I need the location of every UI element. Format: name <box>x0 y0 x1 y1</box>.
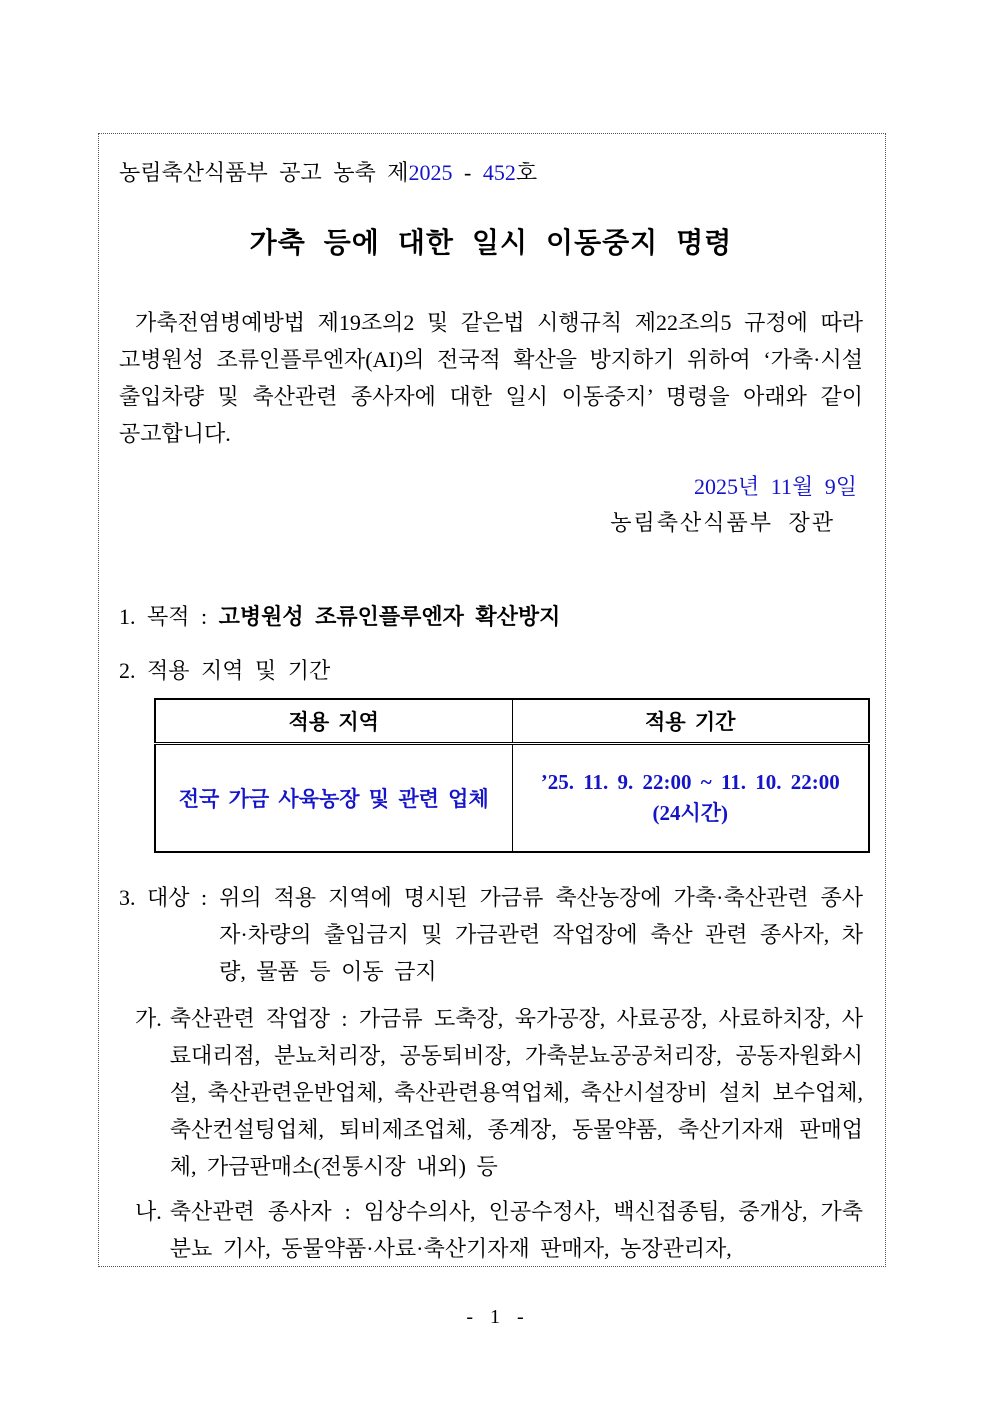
subitem-workplaces-text: 축산관련 작업장 : 가금류 도축장, 육가공장, 사료공장, 사료하치장, 사료대리점, 분뇨처리장, 공동퇴비장, 가축분뇨공공처리장, 공동자원화시설, 축산관련운반업체, 축산관련용역업체, 축산시설장비 설치 보수업체, 축산컨설팅업체, 퇴비제조업체, 종계장, 동물약품, 축산기자재 판매업체, 가금판매소(전통시장 내외) 등 <box>169 1006 863 1179</box>
notice-number-suffix: 호 <box>515 160 538 185</box>
subitem-workplaces-label: 가. <box>135 1006 162 1031</box>
subitem-workers-label: 나. <box>135 1199 162 1224</box>
page-number: - 1 - <box>466 1306 526 1328</box>
purpose-value: 고병원성 조류인플루엔자 확산방지 <box>218 604 561 629</box>
notice-number-prefix: 농림축산식품부 공고 농축 제 <box>119 160 409 185</box>
subitem-workers <box>135 1193 863 1267</box>
subitem-workplaces <box>135 1000 863 1185</box>
notice-year: 2025 <box>408 160 453 185</box>
notice-serial: 452 <box>482 160 516 185</box>
scope-table-header-period: 적용 기간 <box>512 699 869 744</box>
scope-period-range: ’25. 11. 9. 22:00 ~ 11. 10. 22:00 <box>540 770 840 794</box>
scope-table-header-region: 적용 지역 <box>155 699 512 744</box>
scope-period-duration: (24시간) <box>652 801 729 825</box>
scope-table-header-row <box>155 699 869 744</box>
scope-region-cell: 전국 가금 사육농장 및 관련 업체 <box>178 787 489 811</box>
subitem-workers-text: 축산관련 종사자 : 임상수의사, 인공수정사, 백신접종팀, 중개상, 가축분뇨 기사, 동물약품·사료·축산기자재 판매자, 농장관리자, <box>169 1199 863 1261</box>
purpose-label: 1. 목적 : <box>119 604 208 629</box>
section-target <box>119 879 863 990</box>
scope-table-data-row <box>155 744 869 853</box>
notice-title: 가축 등에 대한 일시 이동중지 명령 <box>249 228 733 259</box>
notice-number-line <box>119 158 863 188</box>
notice-number-separator: - <box>452 160 483 185</box>
section-scope-heading: 2. 적용 지역 및 기간 <box>119 658 331 683</box>
target-text: 위의 적용 지역에 명시된 가금류 축산농장에 가축·축산관련 종사자·차량의 출입금지 및 가금관련 작업장에 축산 관련 종사자, 차량, 물품 등 이동 금지 <box>219 885 863 984</box>
notice-document <box>98 133 886 1267</box>
scope-table <box>154 698 870 853</box>
section-purpose <box>119 602 863 632</box>
target-label: 3. 대상 : <box>119 885 208 910</box>
notice-date: 2025년 11월 9일 <box>694 474 857 499</box>
scope-period-cell <box>512 744 869 853</box>
intro-paragraph: 가축전염병예방법 제19조의2 및 같은법 시행규칙 제22조의5 규정에 따라 고병원성 조류인플루엔자(AI)의 전국적 확산을 방지하기 위하여 ‘가축·시설출입차량 및 축산관련 종사자에 대한 일시 이동중지’ 명령을 아래와 같이 공고합니다. <box>119 310 863 446</box>
notice-issuer: 농림축산식품부 장관 <box>610 510 835 535</box>
